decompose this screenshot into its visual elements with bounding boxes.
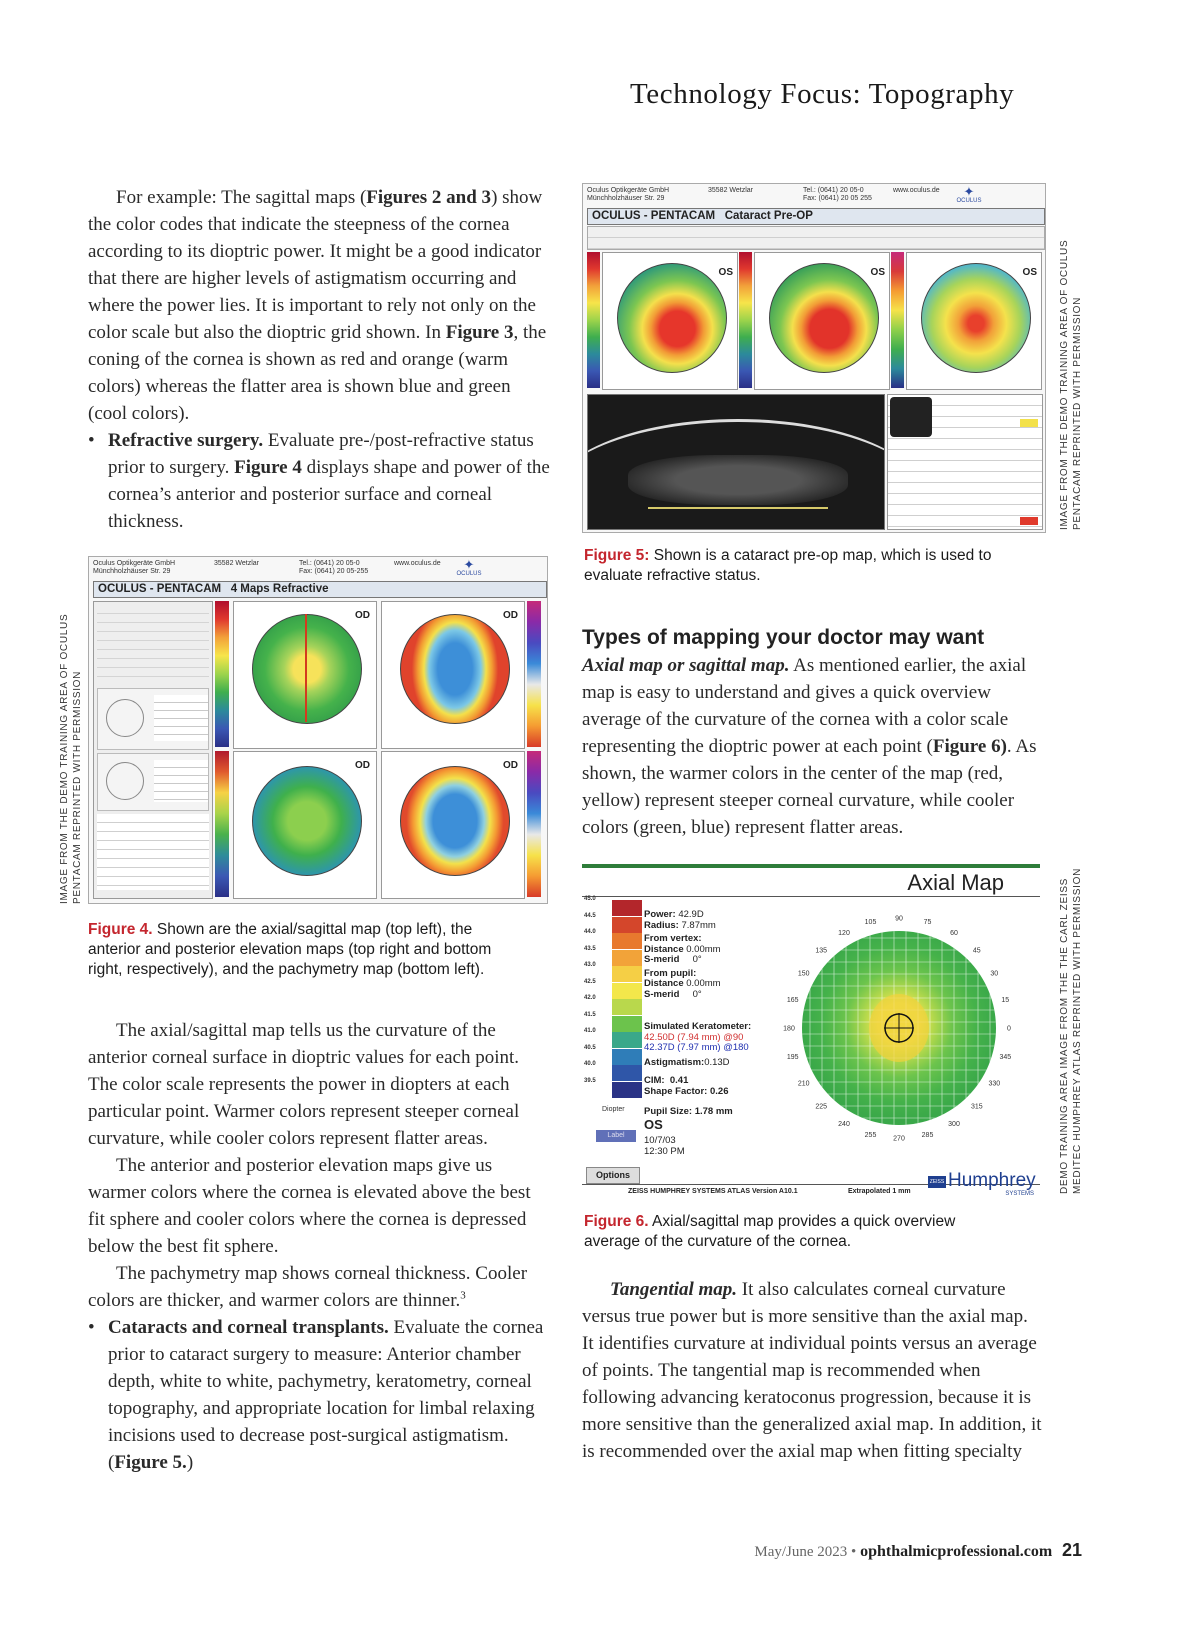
fig6-simk2: 42.37D (7.97 mm) @180: [644, 1042, 749, 1053]
fig6-scale-swatch: [612, 1049, 642, 1065]
figure-6-credit: [1058, 868, 1084, 1194]
fig5-map-row: [587, 252, 1043, 388]
footer-separator: •: [851, 1544, 857, 1560]
fig5-tel: Tel.: (0641) 20 05-0: [803, 187, 864, 194]
fig6-vertex-smerid: 0°: [692, 954, 702, 965]
fig4-map-label: OD: [355, 760, 370, 771]
fig6-degree-label: 195: [786, 1054, 799, 1061]
fig4-map-posterior-elevation: [381, 751, 525, 899]
fig5-scale-2: [739, 252, 752, 388]
text-run: displays shape and power of the cornea’s anterior and posterior surface and corneal thickness.: [108, 457, 550, 532]
fig6-scale-label: 43.5: [584, 945, 596, 952]
fig6-degree-label: 210: [797, 1080, 810, 1088]
fig6-humphrey-logo: [928, 1172, 1040, 1200]
fig6-simk-label: Simulated Keratometer:: [644, 1021, 752, 1032]
fig4-logo-text: OCULUS: [456, 571, 482, 577]
fig6-top-rule: [582, 864, 1040, 868]
figure-4-credit: [58, 614, 84, 904]
fig6-scale-label: 41.0: [584, 1028, 596, 1034]
run-in-heading: Tangential map.: [610, 1279, 738, 1300]
fig4-web: www.oculus.de: [394, 560, 441, 567]
run-in-heading: Axial map or sagittal map.: [582, 655, 790, 676]
fig6-radius-label: Radius:: [644, 919, 679, 931]
fig5-company: Oculus Optikgeräte GmbH: [587, 187, 670, 194]
fig6-cim-value: 0.41: [669, 1075, 689, 1086]
fig6-shape-label: Shape Factor:: [644, 1085, 708, 1097]
fig6-scale-step: [584, 1077, 644, 1098]
fig6-scale-swatch: [612, 1032, 642, 1048]
fig4-scale-left-bottom: [215, 751, 229, 897]
fig6-degree-label: 345: [999, 1054, 1012, 1061]
fig6-scale-swatch: [612, 999, 642, 1015]
fig5-data-table: [887, 394, 1043, 530]
fig6-scale-swatch: [612, 1082, 642, 1098]
fig6-pupil-distance: 0.00mm: [686, 978, 721, 989]
text-run: Evaluate the cornea prior to cataract surgery to measure: Anterior chamber depth, white to white, pachymetry, keratometry, corneal topography, and appropriate location for limbal relaxing incisions used to decrease post-surgical astigmatism. (: [108, 1317, 544, 1473]
fig6-power-value: 42.9D: [678, 909, 704, 920]
fig6-degree-label: 0: [1007, 1025, 1011, 1033]
fig6-degree-label: 255: [864, 1131, 877, 1139]
fig6-scale-label: 45.0: [584, 896, 596, 902]
fig6-astig-value: 0.13D: [704, 1056, 730, 1068]
fig6-degree-label: 45: [972, 947, 981, 955]
fig4-scale-right-bottom: [527, 751, 541, 897]
caption-text: Shown is a cataract pre-op map, which is used to evaluate refractive status.: [584, 547, 992, 584]
credit-line: IMAGE FROM THE DEMO TRAINING AREA OF OCULUS: [1059, 239, 1070, 530]
fig4-title: 4 Maps Refractive: [230, 583, 329, 595]
fig6-radius-value: 7.87mm: [681, 919, 716, 931]
caption-text: Axial/sagittal map provides a quick overview average of the curvature of the cornea.: [584, 1213, 956, 1250]
page-footer: [754, 1540, 1082, 1561]
fig5-city: 35582 Wetzlar: [708, 187, 754, 194]
fig6-pupil-smerid: 0°: [692, 988, 702, 1000]
fig6-degree-label: 75: [923, 919, 932, 927]
fig4-city: 35582 Wetzlar: [214, 560, 260, 567]
fig6-degree-label: 180: [783, 1025, 795, 1033]
fig6-scale-label: 44.0: [584, 929, 596, 935]
credit-line: IMAGE FROM THE DEMO TRAINING AREA OF OCULUS: [59, 613, 70, 904]
paragraph-axial: The axial/sagittal map tells us the curvature of the anterior corneal surface in dioptric values for each point. The color scale represents the power in diopters at each particular point. Warmer colors represent steeper corneal curvature, while cooler colors represent flatter areas.: [88, 1020, 520, 1149]
fig4-map-label: OD: [355, 610, 370, 621]
fig6-scale-label: 40.0: [584, 1061, 596, 1067]
figure-5-image: [582, 183, 1046, 533]
figure-ref: Figure 6): [932, 736, 1007, 757]
fig6-scale-swatch: [612, 983, 642, 999]
fig5-scale-1: [587, 252, 600, 388]
paragraph-pachymetry: [88, 1260, 544, 1314]
fig6-scale-swatch: [612, 950, 642, 966]
fig5-brand: OCULUS: [592, 210, 641, 222]
fig4-map-axial: [233, 601, 377, 749]
bullet-refractive-surgery: [88, 427, 550, 535]
fig5-scale-3: [891, 252, 904, 388]
credit-line: PENTACAM REPRINTED WITH PERMISSION: [1072, 296, 1083, 530]
fig4-product: PENTACAM: [156, 583, 222, 595]
fig5-logo: ✦ OCULUS: [956, 184, 982, 204]
text-run: The pachymetry map shows corneal thickness. Cooler colors are thicker, and warmer colors are thinner.: [88, 1263, 528, 1311]
reference-superscript: 3: [460, 1289, 466, 1302]
fig4-info-panel: [93, 601, 213, 899]
fig5-map-label: OS: [1022, 267, 1037, 278]
fig4-logo: ✦ OCULUS: [456, 557, 482, 577]
figure-ref: Figure 4: [234, 457, 302, 478]
fig6-degree-label: 105: [864, 919, 877, 927]
fig5-map-label: OS: [870, 267, 885, 278]
fig4-map-label: OD: [503, 760, 518, 771]
figure-6-caption: [584, 1212, 1014, 1252]
fig6-footer-left: ZEISS HUMPHREY SYSTEMS ATLAS Version A10.1: [628, 1188, 798, 1195]
fig5-street: Münchholzhäuser Str. 29: [587, 195, 665, 202]
fig6-scale-swatch: [612, 933, 642, 949]
caption-label: Figure 5:: [584, 547, 650, 564]
fig6-degree-label: 30: [990, 970, 999, 978]
paragraph-elevation: The anterior and posterior elevation maps give us warmer colors where the cornea is elevated above the best fit sphere and cooler colors where the cornea is depressed below the best fit sphere.: [88, 1155, 531, 1257]
text-run: ) show the color codes that indicate the steepness of the cornea according to its dioptric power. It might be a good indicator that there are higher levels of astigmatism occurring and where the power lies. It is important to rely not only on the color scale but also the dioptric grid shown. In: [88, 187, 543, 343]
figure-6-image: [582, 862, 1044, 1202]
fig4-brand: OCULUS: [98, 583, 147, 595]
paragraph-tangential-map: [582, 1276, 1044, 1465]
fig6-color-scale: [584, 896, 644, 1100]
fig6-date: 10/7/03: [644, 1135, 676, 1146]
fig6-scale-label: 42.0: [584, 995, 596, 1001]
figure-4-caption: [88, 920, 528, 980]
fig4-company: Oculus Optikgeräte GmbH: [93, 560, 176, 567]
figure-ref: Figures 2 and 3: [366, 187, 492, 208]
fig5-fax: Fax: (0641) 20 05 255: [803, 195, 872, 202]
fig6-title-rule: [582, 896, 1040, 897]
fig6-degree-label: 15: [1001, 997, 1010, 1004]
fig6-vertex-distance: 0.00mm: [686, 943, 721, 955]
fig4-map-pachymetry: [233, 751, 377, 899]
fig6-power-label: Power:: [644, 909, 676, 920]
fig6-astig-label: Astigmatism:: [644, 1056, 705, 1068]
fig5-map-axial: [602, 252, 738, 390]
fig6-scale-label: 39.5: [584, 1077, 596, 1084]
text-run: , the coning of the cornea is shown as red and orange (warm colors) whereas the flatter area is shown blue and green (cool colors).: [88, 322, 547, 424]
fig5-patient-info: [587, 226, 1045, 250]
fig6-degree-label: 120: [838, 930, 850, 938]
fig5-product: PENTACAM: [650, 210, 716, 222]
fig5-title: Cataract Pre-OP: [724, 210, 813, 222]
fig6-scale-label: 40.5: [584, 1044, 596, 1051]
fig4-fax: Fax: (0641) 20 05-255: [299, 568, 369, 575]
fig6-degree-label: 135: [815, 947, 828, 955]
fig5-scheimpflug-image: [587, 394, 885, 530]
text-run: ): [186, 1452, 194, 1473]
fig6-brand: Humphrey: [948, 1170, 1036, 1191]
fig6-pupil-size-value: 1.78 mm: [694, 1106, 733, 1117]
credit-line: PENTACAM REPRINTED WITH PERMISSION: [72, 670, 83, 904]
fig5-title-bar: OCULUS - PENTACAM Cataract Pre-OP: [587, 208, 1045, 225]
paragraph-sagittal: [88, 184, 550, 427]
caption-text: Shown are the axial/sagittal map (top left), the anterior and posterior elevation maps (top right and bottom right, respectively), and the pachymetry map (bottom left).: [88, 921, 492, 978]
fig6-cim-label: CIM:: [644, 1075, 665, 1086]
fig6-smerid-label: S-merid: [644, 988, 680, 1000]
fig6-pupil-size-label: Pupil Size:: [644, 1106, 693, 1117]
bullet-heading: Refractive surgery.: [108, 430, 264, 451]
fig4-tel: Tel.: (0641) 20 05-0: [299, 560, 360, 567]
fig5-web: www.oculus.de: [893, 187, 940, 194]
fig6-simk1: 42.50D (7.94 mm) @90: [644, 1031, 744, 1043]
fig6-scale-label: 43.0: [584, 962, 596, 968]
fig4-map-anterior-elevation: [381, 601, 525, 749]
paragraph-axial-map: [582, 652, 1046, 841]
figure-ref: Figure 3: [445, 322, 514, 343]
figure-ref: Figure 5.: [114, 1452, 187, 1473]
section-heading: Types of mapping your doctor may want: [582, 626, 985, 649]
text-run: As mentioned earlier, the axial map is easy to understand and gives a quick overview average of the curvature of the cornea with a color scale representing the dioptric power at each point (: [582, 655, 1027, 757]
fig6-scale-label: 41.5: [584, 1011, 596, 1018]
fig6-scale-unit: Diopter: [602, 1106, 625, 1113]
fig6-options-button[interactable]: Options: [586, 1167, 640, 1184]
fig6-degree-label: 165: [786, 997, 799, 1004]
fig6-corneal-map: [774, 902, 1024, 1152]
fig6-degree-label: 240: [838, 1120, 850, 1128]
fig6-degree-label: 315: [970, 1103, 983, 1111]
fig6-footer-right: Extrapolated 1 mm: [848, 1188, 911, 1195]
figure-4-image: [88, 556, 548, 904]
fig6-distance-label: Distance: [644, 943, 684, 955]
fig6-scale-swatch: [612, 966, 642, 982]
footer-site: ophthalmicprofessional.com: [860, 1543, 1053, 1560]
fig4-scale-right-top: [527, 601, 541, 747]
fig4-map-label: OD: [503, 610, 518, 621]
fig4-scale-left-top: [215, 601, 229, 747]
fig6-degree-label: 300: [948, 1120, 960, 1128]
fig6-degree-label: 270: [893, 1135, 905, 1143]
fig6-zeiss-badge: ZEISS: [928, 1176, 946, 1188]
text-run: . As shown, the warmer colors in the center of the map (red, yellow) represent steeper corneal curvature, while cooler colors (green, blue) represent flatter areas.: [582, 736, 1037, 838]
fig6-scale-swatch: [612, 1065, 642, 1081]
text-run: Evaluate pre-/post-refractive status prior to surgery.: [108, 430, 534, 478]
fig6-label-button[interactable]: Label: [596, 1130, 636, 1142]
fig5-map-total-power: [754, 252, 890, 390]
fig5-map-thickness: [906, 252, 1042, 390]
fig5-map-label: OS: [718, 267, 733, 278]
fig6-scale-swatch: [612, 900, 642, 916]
fig6-degree-label: 90: [895, 915, 903, 923]
footer-issue: May/June 2023: [754, 1544, 848, 1560]
credit-line: DEMO TRAINING AREA IMAGE FROM THE THE CARL ZEISS: [1059, 877, 1070, 1194]
fig6-from-vertex: From vertex:: [644, 933, 702, 944]
figure-5-caption: [584, 546, 1004, 586]
fig4-map-grid: [215, 601, 543, 897]
text-run: For example: The sagittal maps (: [116, 187, 367, 208]
page-number: 21: [1061, 1540, 1082, 1560]
fig6-degree-label: 150: [797, 970, 810, 978]
fig6-degree-label: 60: [950, 930, 958, 938]
bullet-heading: Cataracts and corneal transplants.: [108, 1317, 389, 1338]
credit-line: MEDITEC HUMPHREY ATLAS REPRINTED WITH PERMISSION: [1072, 867, 1083, 1194]
fig6-shape-value: 0.26: [710, 1085, 729, 1097]
left-column-top: [88, 184, 550, 535]
fig6-eye: OS: [644, 1116, 663, 1132]
fig6-degree-label: 225: [815, 1103, 828, 1111]
fig6-scale-swatch: [612, 1016, 642, 1032]
fig6-info-panel: [644, 910, 784, 1157]
fig6-scale-label: 44.5: [584, 912, 596, 919]
fig6-distance-label: Distance: [644, 978, 684, 989]
fig4-title-bar: OCULUS - PENTACAM 4 Maps Refractive: [93, 581, 547, 598]
fig6-scale-label: 42.5: [584, 978, 596, 985]
caption-label: Figure 4.: [88, 921, 153, 938]
fig5-logo-text: OCULUS: [956, 198, 982, 204]
fig6-time: 12:30 PM: [644, 1145, 685, 1157]
fig4-street: Münchholzhäuser Str. 29: [93, 568, 171, 575]
fig6-from-pupil: From pupil:: [644, 967, 697, 979]
fig6-title: Axial Map: [907, 870, 1004, 895]
left-column-bottom: [88, 1017, 544, 1476]
text-run: It also calculates corneal curvature versus true power but is more sensitive than the axial map. It identifies curvature at individual points versus an average of points. The tangential map is recommended when following advancing keratoconus progression, because it is more sensitive than the generalized axial map. In addition, it is recommended over the axial map when fitting specialty: [582, 1279, 1042, 1462]
running-head: Technology Focus: Topography: [630, 78, 1015, 110]
figure-5-credit: [1058, 240, 1084, 530]
fig6-scale-swatch: [612, 917, 642, 933]
bullet-cataracts: [88, 1314, 544, 1476]
fig6-smerid-label: S-merid: [644, 954, 680, 965]
fig6-brand-sub: SYSTEMS: [1005, 1191, 1034, 1197]
fig6-degree-label: 285: [921, 1131, 934, 1139]
caption-label: Figure 6.: [584, 1213, 649, 1230]
fig6-degree-label: 330: [988, 1080, 1001, 1088]
